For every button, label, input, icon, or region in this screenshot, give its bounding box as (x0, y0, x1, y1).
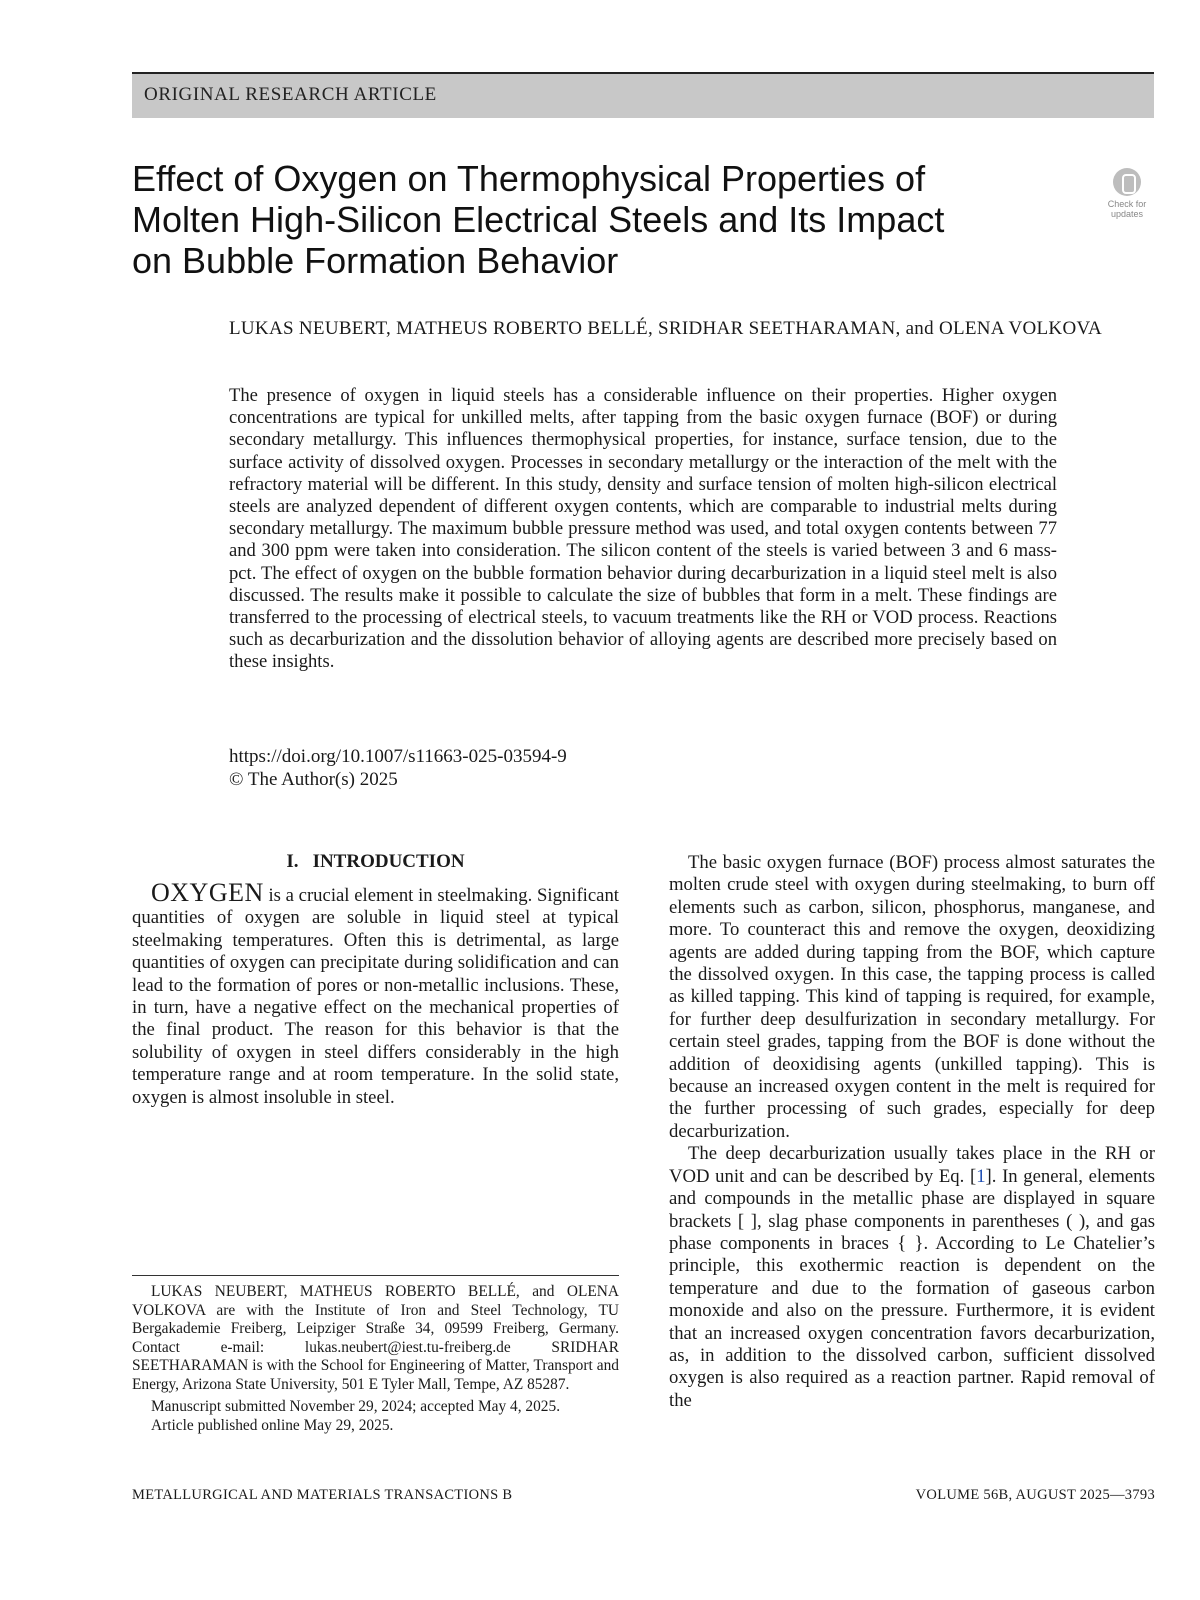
section-title: INTRODUCTION (312, 851, 465, 872)
intro-paragraph-3-start: The deep decarburization usually takes place in the RH or VOD unit and can be described by Eq. [ (669, 1143, 1155, 1187)
dropcap-word: OXYGEN (151, 878, 264, 907)
right-column (669, 852, 1155, 1412)
publication-note: Article published online May 29, 2025. (151, 1416, 394, 1434)
affiliation-note: LUKAS NEUBERT, MATHEUS ROBERTO BELLÉ, and OLENA VOLKOVA are with the Institute of Iron and Steel Technology, TU Bergakademie Freiberg, Leipziger Straße 34, 09599 Freiberg, Germany. Contact e-mail: lukas.neubert@iest.tu-freiberg.de SRIDHAR SEETHARAMAN is with the School for Engineering of Matter, Transport and Energy, Arizona State University, 501 E Tyler Mall, Tempe, AZ 85287. (132, 1283, 619, 1393)
footnotes (132, 1283, 619, 1435)
article-type-label: ORIGINAL RESEARCH ARTICLE (144, 84, 437, 105)
intro-paragraph-1-text: is a crucial element in steelmaking. Significant quantities of oxygen are soluble in liquid steel at typical steelmaking temperatures. Often this is detrimental, as large quantities of oxygen can precipitate during solidification and can lead to the formation of pores or non-metallic inclusions. These, in turn, have a negative effect on the mechanical properties of the final product. The reason for this behavior is that the solubility of oxygen in steel differs considerably in the high temperature range and at room temperature. In the solid state, oxygen is almost insoluble in steel. (132, 885, 619, 1108)
intro-paragraph-3 (669, 1143, 1155, 1412)
check-for-updates-badge[interactable] (1099, 168, 1155, 224)
volume-page-footer: VOLUME 56B, AUGUST 2025—3793 (915, 1487, 1155, 1503)
intro-paragraph-3-end: ]. In general, elements and compounds in the metallic phase are displayed in square brackets [ ], slag phase components in parentheses ( ), and gas phase components in braces { }. According to Le Chatelier’s principle, this exothermic reaction is dependent on the temperature and due to the formation of gaseous carbon monoxide and also on the pressure. Furthermore, it is evident that an increased oxygen concentration favors decarburization, as, in addition to the dissolved carbon, sufficient dissolved oxygen is also required as a reaction partner. Rapid removal of the (669, 1165, 1155, 1411)
journal-name-footer: METALLURGICAL AND MATERIALS TRANSACTIONS B (132, 1487, 513, 1503)
submission-note: Manuscript submitted November 29, 2024; accepted May 4, 2025. (151, 1398, 561, 1415)
copyright-notice: © The Author(s) 2025 (229, 769, 398, 790)
left-column (132, 850, 619, 1109)
author-list: LUKAS NEUBERT, MATHEUS ROBERTO BELLÉ, SRIDHAR SEETHARAMAN, and OLENA VOLKOVA (229, 318, 1103, 339)
section-number: I. (286, 851, 299, 872)
intro-paragraph-1 (132, 878, 619, 1109)
footnote-rule (132, 1275, 619, 1276)
check-for-updates-label: Check for updates (1107, 199, 1147, 219)
article-type-banner (132, 74, 1154, 118)
article-title: Effect of Oxygen on Thermophysical Properties of Molten High-Silicon Electrical Steels and Its Impact on Bubble Formation Behavior (132, 158, 945, 281)
abstract: The presence of oxygen in liquid steels has a considerable influence on their properties. Higher oxygen concentrations are typical for unkilled melts, after tapping from the basic oxygen furnace (BOF) or during secondary metallurgy. This influences thermophysical properties, for instance, surface tension, due to the surface activity of dissolved oxygen. Processes in secondary metallurgy or the interaction of the melt with the refractory material will be different. In this study, density and surface tension of molten high-silicon electrical steels are analyzed dependent of different oxygen contents, which are comparable to industrial melts during secondary metallurgy. The maximum bubble pressure method was used, and total oxygen contents between 77 and 300 ppm were taken into consideration. The silicon content of the steels is varied between 3 and 6 mass-pct. The effect of oxygen on the bubble formation behavior during decarburization in a liquid steel melt is also discussed. The results make it possible to calculate the size of bubbles that form in a melt. These findings are transferred to the processing of electrical steels, to vacuum treatments like the RH or VOD process. Reactions such as decarburization and the dissolution behavior of alloying agents are described more precisely based on these insights. (229, 385, 1057, 673)
bookmark-icon (1113, 168, 1141, 196)
doi-link[interactable]: https://doi.org/10.1007/s11663-025-03594-9 (229, 746, 567, 767)
intro-paragraph-2: The basic oxygen furnace (BOF) process almost saturates the molten crude steel with oxygen during steelmaking, to burn off elements such as carbon, silicon, phosphorus, manganese, and more. To counteract this and remove the oxygen, deoxidizing agents are added during tapping from the BOF, which capture the dissolved oxygen. In this case, the tapping process is called as killed tapping. This kind of tapping is required, for example, for further deep desulfurization in secondary metallurgy. For certain steel grades, tapping from the BOF is done without the addition of deoxidising agents (unkilled tapping). This is because an increased oxygen content in the melt is required for the further processing of such grades, especially for deep decarburization. (669, 852, 1155, 1142)
section-heading (132, 850, 619, 874)
reference-link[interactable]: 1 (976, 1165, 986, 1187)
